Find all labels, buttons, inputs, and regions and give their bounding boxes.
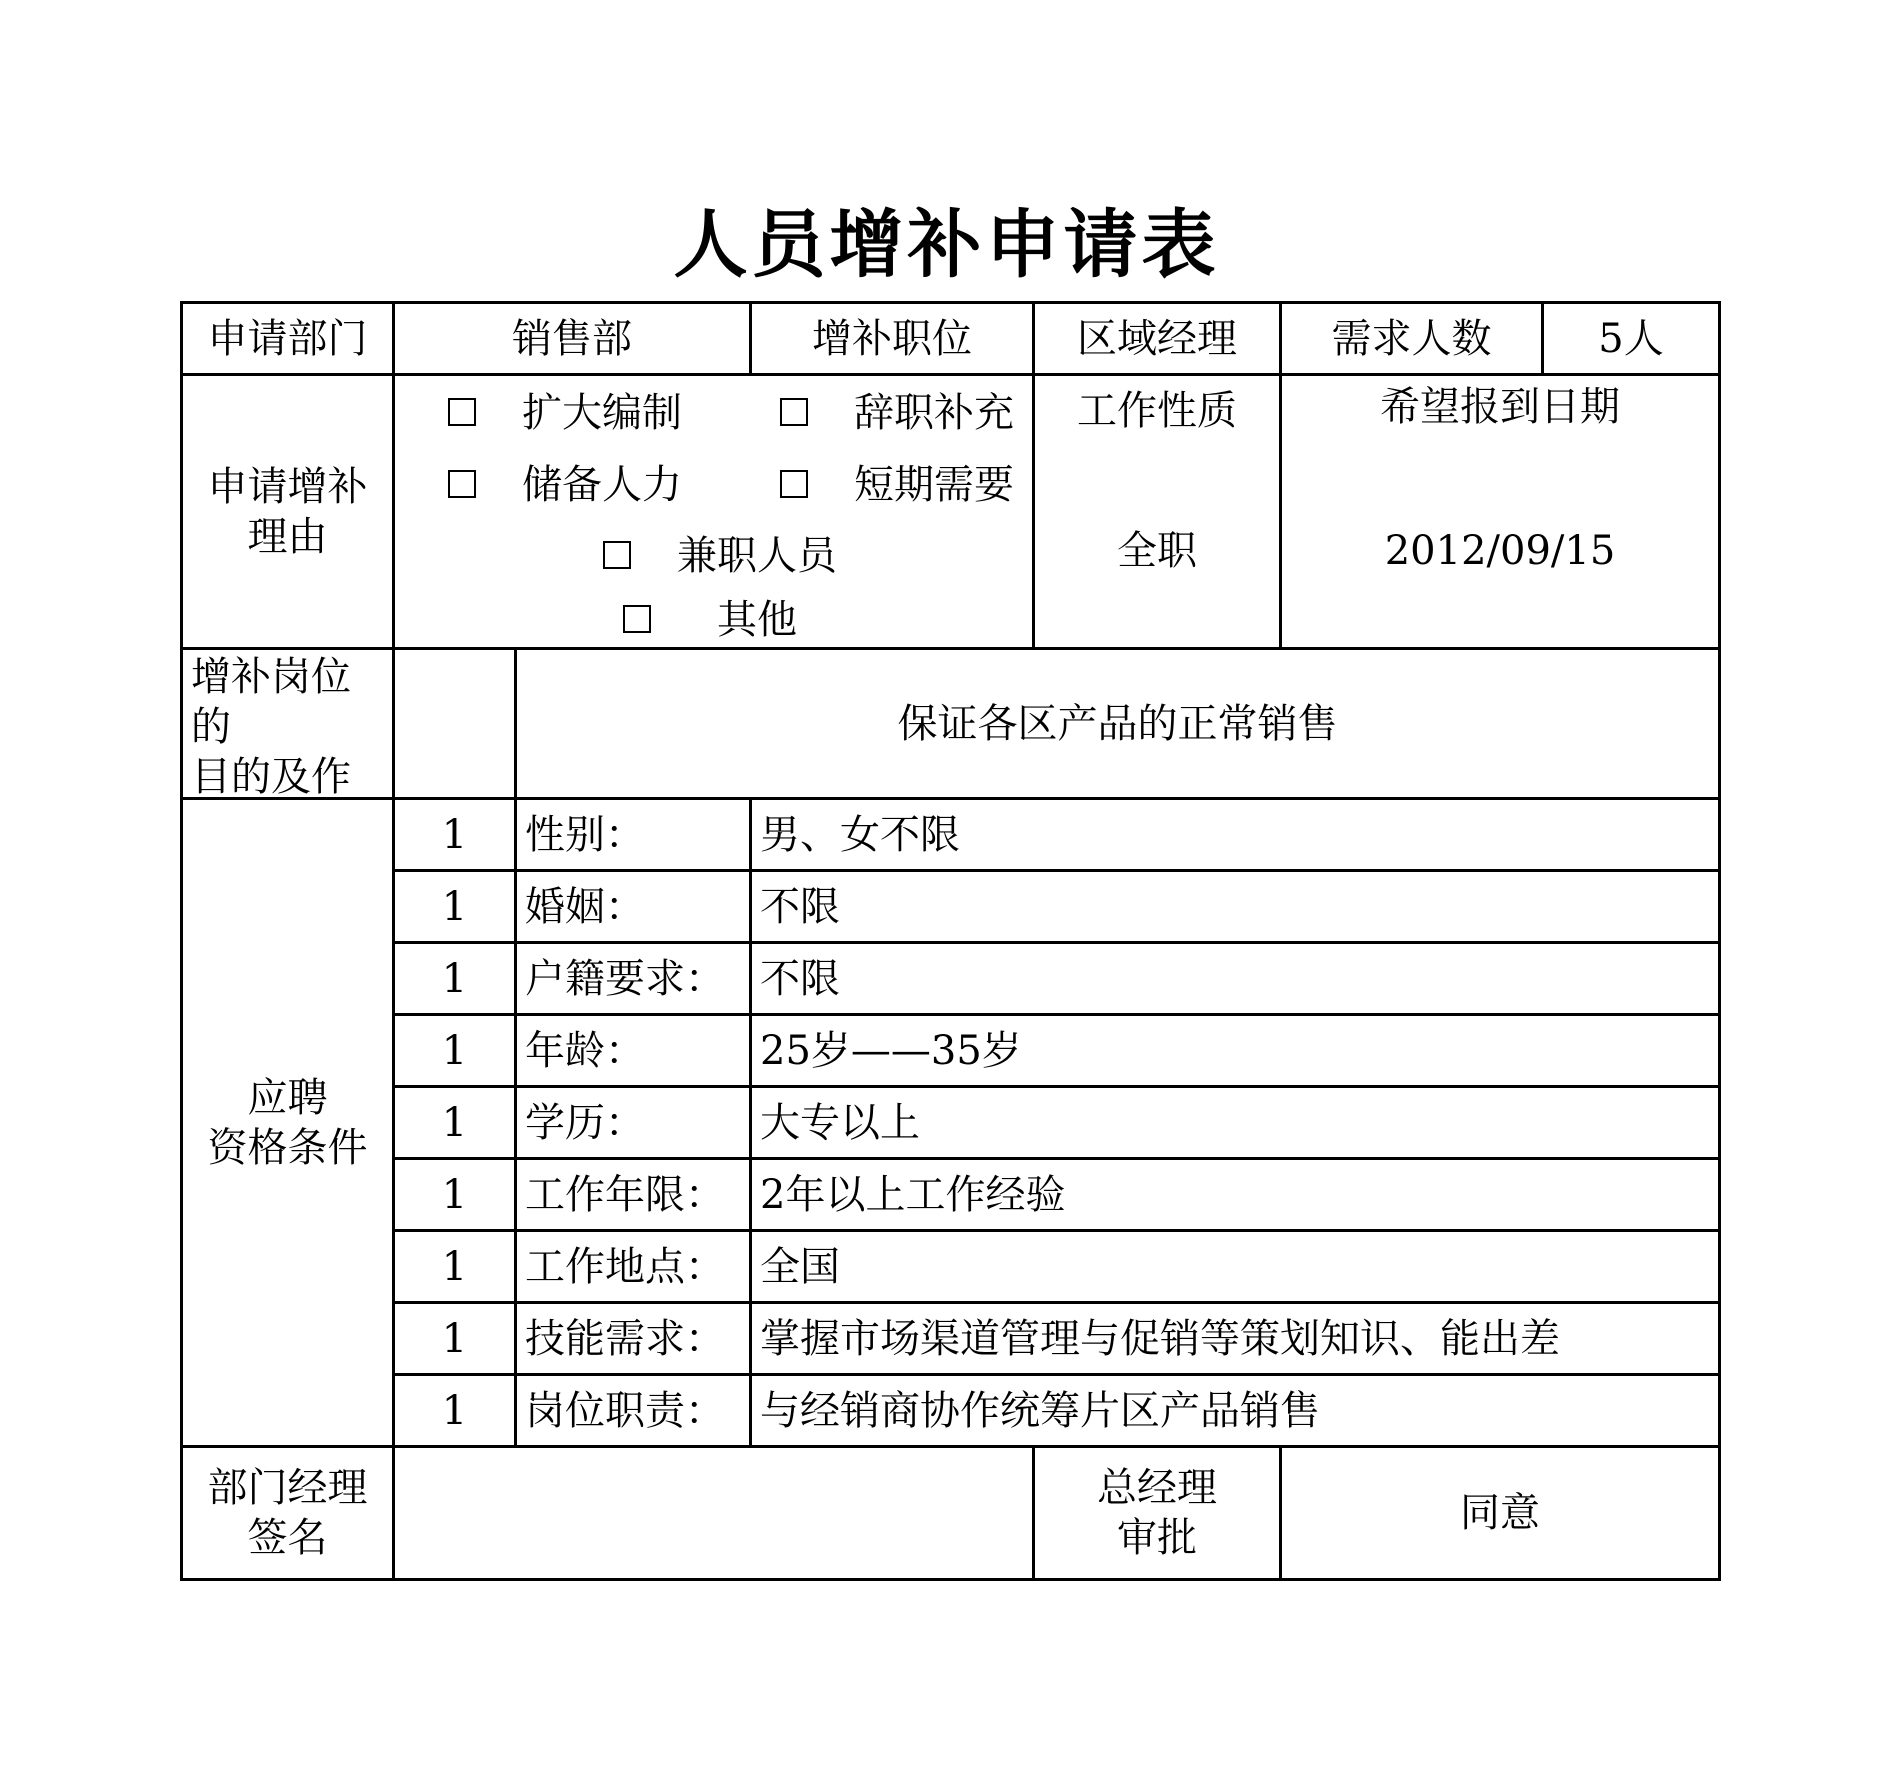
manager-sign-field[interactable] bbox=[392, 1445, 1035, 1581]
work-nature-value: 全职 bbox=[1117, 528, 1197, 574]
qualification-label: 技能需求： bbox=[514, 1301, 752, 1376]
checkbox-icon[interactable] bbox=[780, 398, 808, 426]
purpose-empty-cell bbox=[392, 647, 517, 800]
qualification-num: 1 bbox=[392, 1301, 517, 1376]
qualification-label: 工作年限： bbox=[514, 1157, 752, 1232]
checkbox-icon[interactable] bbox=[780, 470, 808, 498]
option-short-term[interactable] bbox=[780, 460, 1014, 510]
qualification-num: 1 bbox=[392, 1229, 517, 1304]
qualification-value: 掌握市场渠道管理与促销等策划知识、能出差 bbox=[749, 1301, 1721, 1376]
option-label: 储备人力 bbox=[522, 462, 682, 508]
manager-sign-label-line1: 部门经理 bbox=[207, 1465, 368, 1511]
report-date-value: 2012/09/15 bbox=[1384, 528, 1616, 574]
qualification-label: 工作地点： bbox=[514, 1229, 752, 1304]
qualification-value: 大专以上 bbox=[749, 1085, 1721, 1160]
option-other[interactable] bbox=[623, 595, 797, 645]
dept-label: 申请部门 bbox=[180, 301, 395, 376]
gm-approval-label-line2: 审批 bbox=[1117, 1515, 1197, 1561]
qualification-value: 不限 bbox=[749, 941, 1721, 1016]
manager-sign-label-line2: 签名 bbox=[247, 1515, 328, 1561]
reason-options-area bbox=[392, 373, 1035, 650]
work-nature-label: 工作性质 bbox=[1077, 388, 1237, 434]
qualification-value: 不限 bbox=[749, 869, 1721, 944]
qualification-num: 1 bbox=[392, 797, 517, 872]
qualification-value: 男、女不限 bbox=[749, 797, 1721, 872]
qualification-value: 2年以上工作经验 bbox=[749, 1157, 1721, 1232]
qualifications-label-line2: 资格条件 bbox=[207, 1124, 368, 1171]
qualification-label: 性别： bbox=[514, 797, 752, 872]
gm-approval-label bbox=[1032, 1445, 1282, 1581]
checkbox-icon[interactable] bbox=[623, 605, 651, 633]
qualification-label: 婚姻： bbox=[514, 869, 752, 944]
qualification-num: 1 bbox=[392, 1157, 517, 1232]
checkbox-icon[interactable] bbox=[448, 470, 476, 498]
option-part-time[interactable] bbox=[603, 531, 837, 581]
purpose-value: 保证各区产品的正常销售 bbox=[514, 647, 1721, 800]
qualification-value: 25岁——35岁 bbox=[749, 1013, 1721, 1088]
qualification-num: 1 bbox=[392, 869, 517, 944]
form-title: 人员增补申请表 bbox=[673, 202, 1220, 288]
qualifications-label bbox=[180, 797, 395, 1448]
manager-sign-label bbox=[180, 1445, 395, 1581]
option-label: 兼职人员 bbox=[677, 533, 837, 579]
purpose-label-line2: 的 bbox=[191, 704, 231, 750]
checkbox-icon[interactable] bbox=[448, 398, 476, 426]
qualification-num: 1 bbox=[392, 1013, 517, 1088]
option-reserve[interactable] bbox=[448, 460, 682, 510]
qualification-num: 1 bbox=[392, 941, 517, 1016]
qualification-label: 户籍要求： bbox=[514, 941, 752, 1016]
purpose-label bbox=[180, 647, 395, 800]
work-nature-cell bbox=[1032, 373, 1282, 650]
option-expand[interactable] bbox=[448, 388, 682, 438]
position-value: 区域经理 bbox=[1032, 301, 1282, 376]
qualifications-label-line1: 应聘 bbox=[247, 1074, 328, 1121]
qualification-value: 与经销商协作统筹片区产品销售 bbox=[749, 1373, 1721, 1448]
option-resign-replace[interactable] bbox=[780, 388, 1014, 438]
option-label: 辞职补充 bbox=[854, 390, 1014, 436]
report-date-cell bbox=[1279, 373, 1721, 650]
option-label: 扩大编制 bbox=[522, 390, 682, 436]
gm-approval-value: 同意 bbox=[1279, 1445, 1721, 1581]
gm-approval-label-line1: 总经理 bbox=[1097, 1465, 1217, 1511]
qualification-label: 学历： bbox=[514, 1085, 752, 1160]
qualification-value: 全国 bbox=[749, 1229, 1721, 1304]
reason-label bbox=[180, 373, 395, 650]
reason-label-line2: 理由 bbox=[247, 513, 328, 560]
option-label: 其他 bbox=[717, 597, 797, 643]
report-date-label: 希望报到日期 bbox=[1380, 384, 1620, 430]
reason-label-line1: 申请增补 bbox=[207, 463, 368, 510]
qualification-num: 1 bbox=[392, 1085, 517, 1160]
checkbox-icon[interactable] bbox=[603, 541, 631, 569]
purpose-label-line3: 目的及作 bbox=[191, 754, 351, 800]
position-label: 增补职位 bbox=[749, 301, 1035, 376]
qualification-num: 1 bbox=[392, 1373, 517, 1448]
dept-value: 销售部 bbox=[392, 301, 752, 376]
count-value: 5人 bbox=[1541, 301, 1721, 376]
qualification-label: 岗位职责： bbox=[514, 1373, 752, 1448]
count-label: 需求人数 bbox=[1279, 301, 1544, 376]
purpose-label-line1: 增补岗位 bbox=[191, 654, 351, 700]
qualification-label: 年龄： bbox=[514, 1013, 752, 1088]
option-label: 短期需要 bbox=[854, 462, 1014, 508]
